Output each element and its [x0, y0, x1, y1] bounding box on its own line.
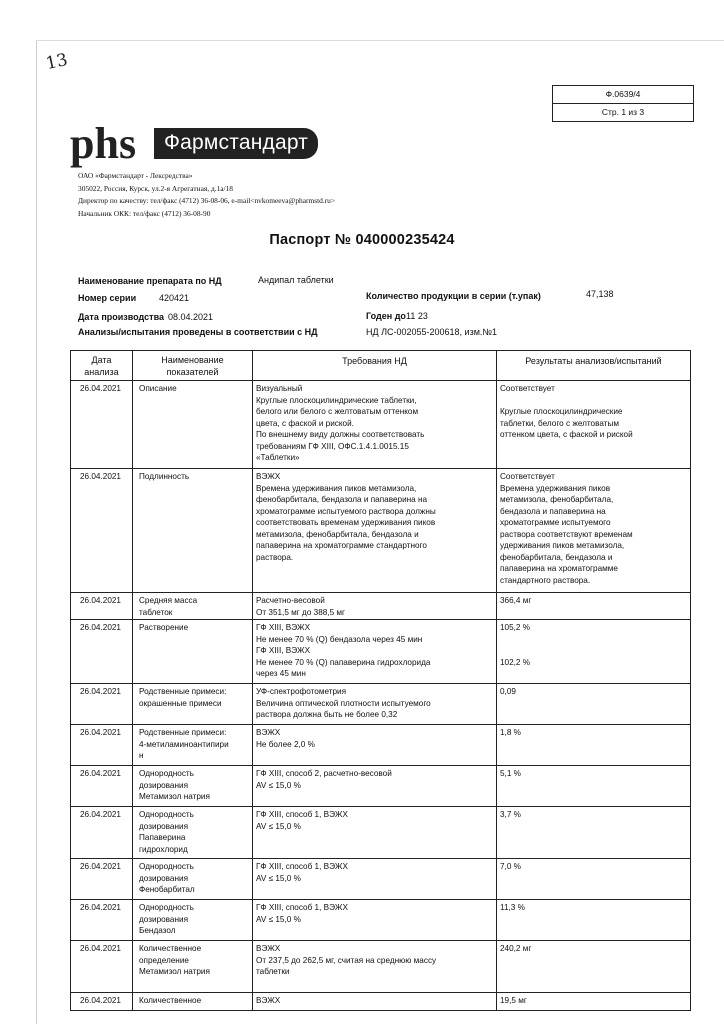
logo-initials: phs: [70, 119, 137, 168]
company-address: 305022, Россия, Курск, ул.2-я Агрегатная, д.1а/18: [78, 183, 233, 193]
indicator-line: н: [139, 751, 144, 760]
requirement-line: хроматограмме испытуемого раствора должны: [256, 506, 436, 516]
indicator-line: дозирования: [139, 914, 189, 924]
indicator-line: Средняя масса: [139, 596, 198, 605]
table-row: [71, 766, 691, 807]
passport-title: Паспорт № 040000235424: [269, 232, 455, 248]
analysis-date-cell: [71, 900, 133, 941]
requirement-line: требованиям ГФ XIII, ОФС.1.4.1.0015.15: [256, 441, 409, 451]
analysis-date-cell: [71, 620, 133, 684]
indicator-cell: [133, 900, 253, 941]
requirement-cell: [253, 941, 497, 993]
requirement-cell: [253, 900, 497, 941]
result-line: бендазола и папаверина на: [500, 506, 606, 516]
analysis-date-cell: [71, 941, 133, 993]
handwritten-page-mark: 13: [44, 49, 70, 75]
result-line: 5,1 %: [500, 769, 521, 778]
requirement-line: ГФ XIII, способ 1, ВЭЖХ: [256, 903, 348, 912]
analysis-date: 26.04.2021: [80, 996, 121, 1005]
indicator-cell: [133, 993, 253, 1011]
result-line: 366,4 мг: [500, 596, 532, 605]
requirement-line: белого или белого с желтоватым оттенком: [256, 407, 419, 416]
requirement-line: УФ-спектрофотометрия: [256, 687, 347, 696]
table-body: [71, 381, 691, 1011]
result-cell: [497, 900, 691, 941]
page-counter: Стр. 1 из 3: [553, 103, 693, 121]
result-line: Соответствует: [500, 472, 555, 481]
indicator-line: Количественное: [139, 944, 202, 953]
result-line: [500, 634, 687, 646]
result-line: 240,2 мг: [500, 944, 532, 953]
result-line: 1,8 %: [500, 728, 521, 737]
indicator-line: гидрохлорид: [139, 844, 188, 854]
result-line: 105,2 %: [500, 623, 531, 632]
result-line: [500, 645, 687, 657]
requirement-line: цвета, с фаской и риской.: [256, 418, 354, 428]
analysis-date-cell: [71, 766, 133, 807]
indicator-cell: [133, 469, 253, 593]
requirement-cell: [253, 620, 497, 684]
requirement-line: фенобарбитала, бендазола и папаверина на: [256, 495, 428, 504]
requirement-line: От 237,5 до 262,5 мг, считая на среднюю массу: [256, 955, 437, 965]
requirement-line: «Таблетки»: [256, 453, 300, 462]
quantity-label: Количество продукции в серии (т.упак): [366, 291, 541, 301]
requirement-line: ВЭЖХ: [256, 728, 281, 737]
table-row: [71, 684, 691, 725]
result-line: метамизола, фенобарбитала,: [500, 495, 614, 504]
analysis-date: 26.04.2021: [80, 687, 121, 696]
table-row: [71, 900, 691, 941]
result-line: Круглые плоскоцилиндрические: [500, 407, 623, 416]
analysis-date: 26.04.2021: [80, 769, 121, 778]
table-row: [71, 941, 691, 993]
table-row: [71, 593, 691, 620]
table-row: [71, 469, 691, 593]
result-line: Соответствует: [500, 384, 555, 393]
analysis-date-cell: [71, 469, 133, 593]
requirement-cell: [253, 859, 497, 900]
indicator-line: Однородность: [139, 810, 194, 819]
indicator-line: окрашенные примеси: [139, 698, 222, 708]
result-line: папаверина на хроматограмме: [500, 564, 618, 573]
result-line: 102,2 %: [500, 657, 531, 667]
requirement-line: Величина оптической плотности испытуемого: [256, 698, 431, 708]
result-cell: [497, 381, 691, 469]
requirement-cell: [253, 993, 497, 1011]
analysis-date: 26.04.2021: [80, 472, 121, 481]
result-line: фенобарбитала, бендазола и: [500, 552, 613, 562]
analysis-basis-value: НД ЛС-002055-200618, изм.№1: [366, 327, 498, 337]
production-date-label: Дата производства: [78, 312, 164, 322]
indicator-cell: [133, 381, 253, 469]
indicator-line: Родственные примеси:: [139, 687, 227, 696]
result-line: 11,3 %: [500, 903, 525, 912]
quality-director-contact: Директор по качеству: тел/факс (4712) 36-08-06, e-mail<nvkomeeva@pharmstd.ru>: [78, 196, 336, 206]
indicator-line: Однородность: [139, 903, 194, 912]
indicator-cell: [133, 620, 253, 684]
requirement-cell: [253, 807, 497, 859]
indicator-line: Фенобарбитал: [139, 885, 195, 894]
header-requirements: Требования НД: [253, 351, 497, 381]
result-line: хроматограмме испытуемого: [500, 518, 611, 527]
analysis-date: 26.04.2021: [80, 623, 121, 632]
company-details: [78, 170, 335, 220]
production-date-value: 08.04.2021: [168, 312, 214, 322]
requirement-line: AV ≤ 15,0 %: [256, 821, 301, 831]
form-code-box: [552, 85, 694, 122]
indicator-line: определение: [139, 955, 189, 965]
indicator-cell: [133, 859, 253, 900]
indicator-cell: [133, 684, 253, 725]
requirement-line: раствора.: [256, 552, 294, 562]
header-date: Дата анализа: [71, 351, 133, 381]
requirement-line: ГФ XIII, ВЭЖХ: [256, 646, 311, 655]
qc-head-contact: Начальник ОКК: тел/факс (4712) 36-08-90: [78, 208, 211, 218]
result-cell: [497, 469, 691, 593]
result-line: раствора соответствуют временам: [500, 529, 633, 539]
series-label: Номер серии: [78, 293, 137, 303]
requirement-line: через 45 мин: [256, 669, 306, 678]
analysis-date-cell: [71, 725, 133, 766]
indicator-cell: [133, 593, 253, 620]
analysis-date: 26.04.2021: [80, 810, 121, 819]
requirement-line: ГФ XIII, способ 1, ВЭЖХ: [256, 862, 348, 871]
requirement-cell: [253, 593, 497, 620]
indicator-line: дозирования: [139, 873, 189, 883]
analysis-date-cell: [71, 859, 133, 900]
result-cell: [497, 725, 691, 766]
indicator-line: дозирования: [139, 780, 189, 790]
result-cell: [497, 993, 691, 1011]
requirement-line: Не более 2,0 %: [256, 739, 315, 749]
indicator-line: Растворение: [139, 623, 189, 632]
result-cell: [497, 766, 691, 807]
requirement-line: Визуальный: [256, 384, 303, 393]
requirement-line: раствора должна быть не более 0,32: [256, 710, 398, 719]
indicator-line: Бендазол: [139, 926, 176, 935]
indicator-line: Количественное: [139, 996, 202, 1005]
requirement-line: Круглые плоскоцилиндрические таблетки,: [256, 395, 417, 405]
analysis-date-cell: [71, 993, 133, 1011]
requirement-line: Расчетно-весовой: [256, 596, 325, 605]
requirement-line: ГФ XIII, ВЭЖХ: [256, 623, 311, 632]
quantity-value: 47,138: [586, 289, 614, 299]
expiry-label: Годен до: [366, 311, 406, 321]
product-label: Наименование препарата по НД: [78, 276, 222, 286]
requirement-line: AV ≤ 15,0 %: [256, 914, 301, 924]
requirement-line: метамизола, фенобарбитала, бендазола и: [256, 529, 419, 539]
result-line: стандартного раствора.: [500, 575, 591, 585]
requirement-line: соответствовать временам удерживания пиков: [256, 518, 436, 527]
result-line: удерживания пиков метамизола,: [500, 541, 625, 550]
indicator-line: Подлинность: [139, 472, 190, 481]
table-row: [71, 859, 691, 900]
result-cell: [497, 807, 691, 859]
result-line: [500, 395, 687, 407]
indicator-line: Однородность: [139, 769, 194, 778]
analysis-results-table: [70, 350, 691, 1011]
indicator-line: Метамизол натрия: [139, 792, 210, 801]
company-name: ОАО «Фармстандарт - Лексредства»: [78, 171, 193, 180]
phs-logo-icon: [68, 118, 164, 170]
analysis-date: 26.04.2021: [80, 903, 121, 912]
page-edge-left: [36, 40, 37, 1024]
table-row: [71, 620, 691, 684]
requirement-line: папаверина на хроматограмме стандартного: [256, 541, 427, 550]
result-cell: [497, 684, 691, 725]
result-line: Времена удерживания пиков: [500, 483, 611, 493]
requirement-cell: [253, 725, 497, 766]
indicator-line: Метамизол натрия: [139, 967, 210, 976]
analysis-date-cell: [71, 593, 133, 620]
analysis-date-cell: [71, 381, 133, 469]
logo-brand-name: Фармстандарт: [154, 128, 318, 159]
indicator-cell: [133, 807, 253, 859]
indicator-line: Папаверина: [139, 833, 186, 842]
product-value: Андипал таблетки: [258, 275, 334, 285]
form-code: Ф.0639/4: [605, 89, 641, 99]
analysis-date: 26.04.2021: [80, 384, 121, 393]
indicator-line: Родственные примеси:: [139, 728, 227, 737]
indicator-line: Однородность: [139, 862, 194, 871]
requirement-line: AV ≤ 15,0 %: [256, 780, 301, 790]
page-edge-top: [36, 40, 724, 41]
requirement-line: ВЭЖХ: [256, 472, 281, 481]
analysis-date: 26.04.2021: [80, 596, 121, 605]
result-line: 0,09: [500, 687, 516, 696]
analysis-date: 26.04.2021: [80, 862, 121, 871]
indicator-cell: [133, 941, 253, 993]
table-row: [71, 381, 691, 469]
requirement-line: ГФ XIII, способ 1, ВЭЖХ: [256, 810, 348, 819]
indicator-line: таблеток: [139, 607, 173, 617]
result-line: оттенком цвета, с фаской и риской: [500, 430, 633, 439]
expiry-value: 11 23: [406, 311, 428, 321]
requirement-line: ВЭЖХ: [256, 996, 281, 1005]
requirement-line: ГФ XIII, способ 2, расчетно-весовой: [256, 769, 392, 778]
header-indicator: Наименование показателей: [133, 351, 253, 381]
result-cell: [497, 593, 691, 620]
requirement-line: Не менее 70 % (Q) бендазола через 45 мин: [256, 634, 423, 644]
analysis-date-cell: [71, 807, 133, 859]
result-line: 7,0 %: [500, 862, 521, 871]
series-value: 420421: [159, 293, 190, 303]
indicator-cell: [133, 766, 253, 807]
indicator-cell: [133, 725, 253, 766]
requirement-cell: [253, 684, 497, 725]
indicator-line: дозирования: [139, 821, 189, 831]
analysis-date-cell: [71, 684, 133, 725]
requirement-line: AV ≤ 15,0 %: [256, 873, 301, 883]
requirement-cell: [253, 381, 497, 469]
analysis-basis-label: Анализы/испытания проведены в соответствии с НД: [78, 327, 318, 337]
indicator-line: Описание: [139, 384, 177, 393]
requirement-line: По внешнему виду должны соответствовать: [256, 430, 425, 439]
requirement-line: таблетки: [256, 967, 290, 976]
analysis-date: 26.04.2021: [80, 944, 121, 953]
result-line: 3,7 %: [500, 810, 521, 819]
table-row: [71, 725, 691, 766]
table-row: [71, 807, 691, 859]
requirement-cell: [253, 469, 497, 593]
requirement-line: Времена удерживания пиков метамизола,: [256, 483, 417, 493]
analysis-date: 26.04.2021: [80, 728, 121, 737]
requirement-cell: [253, 766, 497, 807]
result-line: таблетки, белого с желтоватым: [500, 418, 619, 428]
result-cell: [497, 620, 691, 684]
result-cell: [497, 941, 691, 993]
requirement-line: ВЭЖХ: [256, 944, 281, 953]
result-line: 19,5 мг: [500, 996, 527, 1005]
indicator-line: 4-метиламиноантипири: [139, 739, 229, 749]
table-header-row: [71, 351, 691, 381]
result-cell: [497, 859, 691, 900]
requirement-line: От 351,5 мг до 388,5 мг: [256, 607, 346, 617]
table-row: [71, 993, 691, 1011]
header-results: Результаты анализов/испытаний: [497, 351, 691, 381]
requirement-line: Не менее 70 % (Q) папаверина гидрохлорида: [256, 657, 431, 667]
